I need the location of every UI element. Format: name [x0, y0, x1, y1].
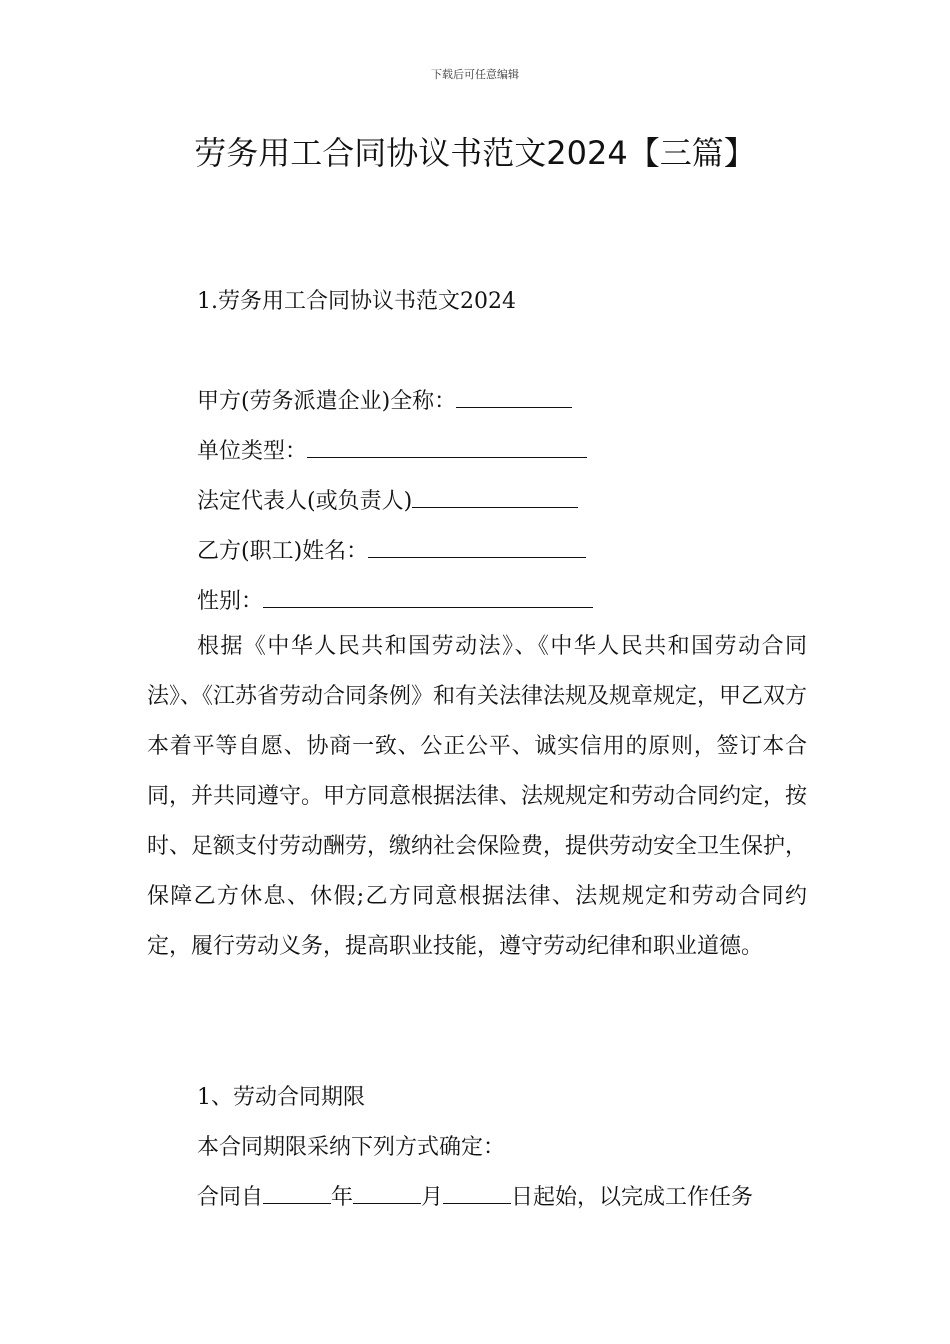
party-b-label: 乙方(职工)姓名： [197, 539, 369, 564]
contract-suffix: 日起始，以完成工作任务 [511, 1185, 754, 1210]
unit-type-label: 单位类型： [197, 439, 308, 464]
party-a-label: 甲方(劳务派遣企业)全称： [197, 389, 457, 414]
gender-field [197, 584, 593, 615]
contract-term-line [197, 1180, 753, 1211]
legal-rep-field [197, 484, 578, 515]
year-blank [263, 1183, 331, 1204]
section-heading: 1.劳务用工合同协议书范文2024 [197, 289, 516, 314]
legal-rep-blank [412, 487, 578, 508]
contract-prefix: 合同自 [197, 1185, 264, 1210]
party-a-field [197, 384, 572, 415]
unit-type-blank [307, 437, 587, 458]
year-label: 年 [331, 1185, 354, 1210]
party-a-blank [456, 387, 572, 408]
header-note: 下载后可任意编辑 [431, 68, 519, 81]
clause-1-intro: 本合同期限采纳下列方式确定： [197, 1135, 506, 1160]
gender-label: 性别： [197, 589, 264, 614]
party-b-blank [368, 537, 586, 558]
day-blank [443, 1183, 511, 1204]
month-label: 月 [421, 1185, 444, 1210]
legal-rep-label: 法定代表人(或负责人) [197, 489, 413, 514]
body-paragraph: 根据《中华人民共和国劳动法》、《中华人民共和国劳动合同法》、《江苏省劳动合同条例》和有关法律法规及规章规定，甲乙双方本着平等自愿、协商一致、公正公平、诚实信用的原则，签订本合同，并共同遵守。甲方同意根据法律、法规规定和劳动合同约定，按时、足额支付劳动酬劳，缴纳社会保险费，提供劳动安全卫生保护，保障乙方休息、休假;乙方同意根据法律、法规规定和劳动合同约定，履行劳动义务，提高职业技能，遵守劳动纪律和职业道德。 [147, 634, 808, 959]
document-title: 劳务用工合同协议书范文2024【三篇】 [194, 134, 756, 172]
gender-blank [263, 587, 593, 608]
month-blank [353, 1183, 421, 1204]
unit-type-field [197, 434, 587, 465]
clause-1-title: 1、劳动合同期限 [197, 1085, 365, 1110]
party-b-field [197, 534, 586, 565]
